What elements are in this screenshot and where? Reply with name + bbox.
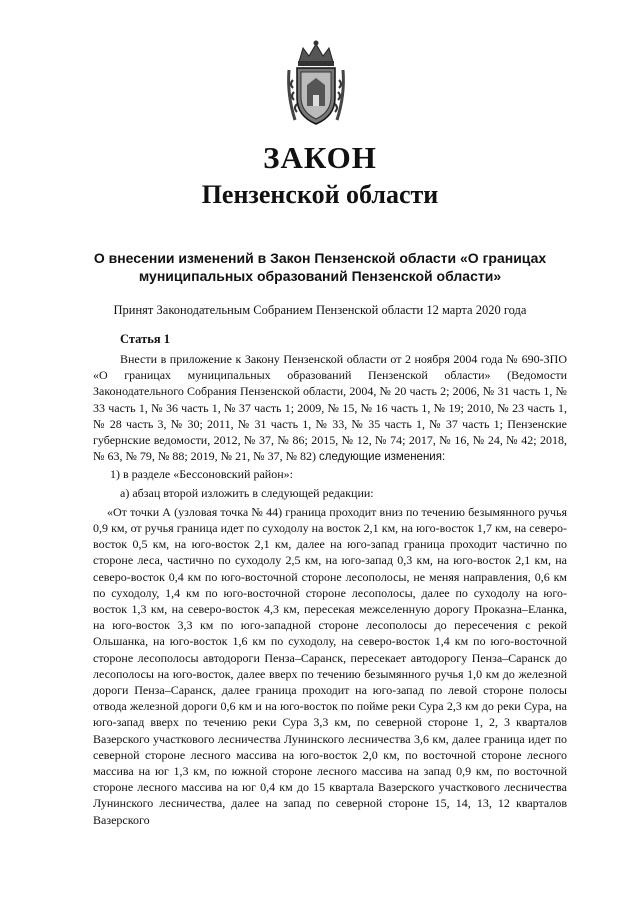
intro-tail: следующие изменения:: [319, 451, 446, 464]
item-1: 1) в разделе «Бессоновский район»:: [110, 467, 293, 482]
adoption-line: Принят Законодательным Собранием Пензенской области 12 марта 2020 года: [113, 303, 527, 317]
document-subtitle: Пензенской области: [201, 180, 439, 209]
intro-paragraph: [93, 351, 567, 465]
item-1a: а) абзац второй изложить в следующей редакции:: [120, 485, 374, 500]
coat-of-arms-emblem: [285, 40, 347, 128]
document-title: ЗАКОН: [263, 140, 377, 175]
article-heading: Статья 1: [120, 332, 170, 346]
intro-text: Внести в приложение к Закону Пензенской области от 2 ноября 2004 года № 690-ЗПО «О границах муниципальных образований Пензенской области» (Ведомости Законодательного Собрания Пензенской области, 2004, № 20 часть 2; 2006, № 31 часть 1, № 33 часть 1, № 36 часть 1, № 37 часть 1; 2009, № 15, № 16 часть 1, № 19; 2010, № 23 часть 1, № 28 часть 3, № 30; 2011, № 31 часть 1, № 33, № 35 часть 1, № 37 часть 1; Пензенские губернские ведомости, 2012, № 37, № 86; 2015, № 12, № 74; 2017, № 16, № 24, № 42; 2018, № 63, № 79, № 88; 2019, № 21, № 37, № 82): [93, 352, 567, 464]
law-body: [93, 351, 567, 828]
law-heading: О внесении изменений в Закон Пензенской области «О границах муниципальных образований Пензенской области»: [93, 250, 547, 284]
boundary-description: «От точки А (узловая точка № 44) граница проходит вниз по течению безымянного ручья 0,9 км, от ручья граница идет по суходолу на восток 2,1 км, на юго-восток 1,7 км, на северо-восток 0,5 км, на юго-восток 2,1 км, далее на юго-запад граница проходит частично по стороне леса, частично по суходолу 2,5 км, на юго-запад 0,3 км, на юго-восток 2,1 км, на северо-восток 0,4 км по юго-восточной стороне лесополосы, не меняя направления, 0,6 км по суходолу, 1,4 км по юго-восточной стороне лесополосы, далее по суходолу на юго-восток 1,3 км, на северо-восток 4,3 км, пересекая межселенную дорогу Проказна–Еланка, на юго-восток 3,3 км по юго-западной стороне лесополосы до пересечения с рекой Ольшанка, на юго-восток 1,6 км по суходолу, на северо-восток 1,4 км по юго-восточной стороне лесополосы автодороги Пенза–Саранск, пересекает автодорогу Пенза–Саранск до лесополосы на юго-восток, далее вверх по течению безымянного ручья 1,0 км до железной дороги Пенза–Саранск, далее граница проходит на юго-запад по левой стороне полосы отвода железной дороги 0,6 км и на юго-восток по пойме реки Сура 2,3 км до реки Сура, на юго-запад вверх по течению реки Сура 3,3 км, по северной стороне 1, 2, 3 кварталов Вазерского участкового лесничества Лунинского лесничества 3,6 км, далее граница идет по северной стороне лесного массива на юго-восток 2,0 км, по восточной стороне лесного массива на юг 1,3 км, по южной стороне лесного массива на запад 0,9 км, по восточной стороне лесного массива на юг 0,4 км до 15 квартала Вазерского участкового лесничества Лунинского лесничества, далее на запад по северной стороне 15, 14, 13, 12 кварталов Вазерского: [93, 504, 567, 827]
